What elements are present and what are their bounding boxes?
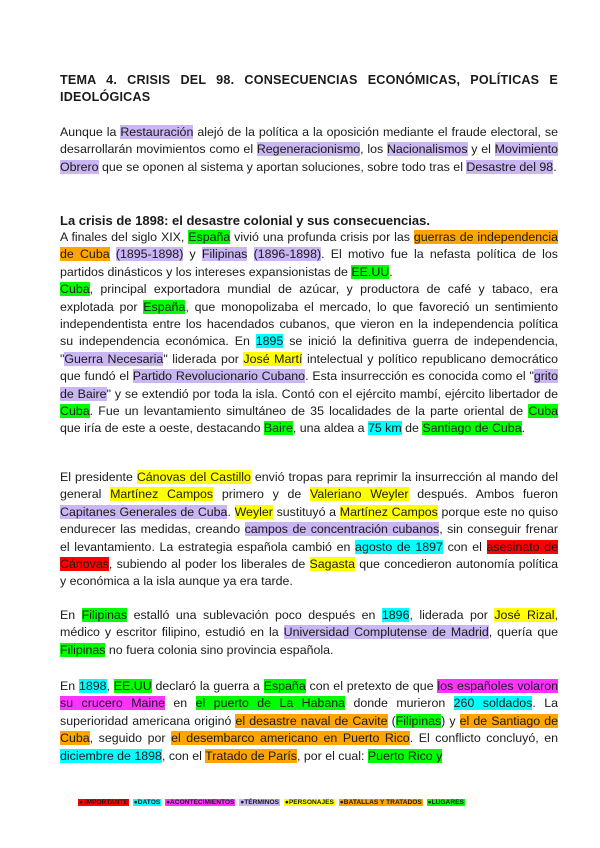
text-run: envió tropas para reprimir la insurrección al mando del general — [60, 470, 559, 502]
text-run: , los — [360, 142, 387, 157]
highlight-purple: Universidad Complutense de Madrid — [283, 625, 489, 640]
highlight-cyan: 1896 — [381, 608, 410, 622]
text-run: . Fue un levantamiento simultáneo de 35 localidades de la parte oriental de — [89, 404, 529, 419]
text-run: , liderada por — [409, 608, 495, 622]
text-run: " liderada por — [163, 351, 244, 366]
highlight-yellow: Valeriano Weyler — [310, 487, 409, 502]
text-run: , subiendo al poder los liberales de — [108, 557, 310, 572]
text-run: en — [165, 696, 196, 711]
text-run: con el pretexto de que — [305, 679, 438, 693]
highlight-green: España — [188, 230, 231, 244]
text-run: ( — [387, 713, 396, 728]
highlight-cyan: 75 km — [367, 421, 402, 436]
text-run: El presidente — [60, 470, 137, 484]
highlight-green: Santiago de Cuba — [422, 421, 522, 436]
text-run: primero y de — [213, 487, 311, 502]
highlight-red: ● IMPORTANTE — [79, 799, 128, 806]
highlight-cyan: 1898 — [78, 679, 107, 693]
highlight-yellow: José Martí — [243, 351, 303, 366]
highlight-green: España — [263, 679, 306, 693]
text-run: donde murieron — [345, 696, 454, 711]
text-run: que se oponen al sistema y aportan soluciones, sobre todo tras el — [98, 159, 467, 174]
text-run: , con el — [161, 748, 206, 763]
text-run: que concedieron autonomía política y económica a la isla aunque ya era tarde. — [60, 557, 559, 589]
text-run — [247, 247, 253, 261]
text-run: , principal exportadora mundial de azúcar, y productora de café y tabaco, era explotada por — [60, 282, 558, 314]
highlight-yellow: Sagasta — [309, 557, 355, 572]
highlight-yellow: ●PERSONAJES — [284, 799, 334, 806]
text-run: estalló una sublevación poco después en — [127, 608, 382, 622]
highlight-orange: el desembarco americano en Puerto Rico — [171, 731, 410, 746]
highlight-yellow: José Rizal — [494, 608, 555, 622]
highlight-purple: Filipinas — [201, 247, 248, 262]
highlight-yellow: Cánovas del Castillo — [136, 470, 251, 484]
text-run: . El conflicto concluyó, en — [409, 731, 558, 746]
highlight-green: Cuba — [60, 282, 90, 297]
highlight-cyan: 260 soldados — [453, 696, 533, 711]
highlight-purple: Capitanes Generales de Cuba — [60, 504, 228, 519]
text-run: , una aldea a — [292, 421, 368, 436]
highlight-green: ●LUGARES — [427, 799, 464, 806]
text-run: sustituyó a — [272, 504, 340, 519]
text-run: alejó de la política a la oposición mediante el fraude electoral, se desarrollarán movimientos como el — [60, 125, 558, 157]
highlight-green: Filipinas — [395, 713, 442, 728]
highlight-magenta: ●ACONTECIMIENTOS — [166, 799, 235, 806]
highlight-magenta: los españoles volaron su crucero Maine — [60, 679, 558, 711]
text-run: , sin conseguir frenar el levantamiento. La estrategia española cambió en — [60, 522, 558, 554]
highlight-orange: el de Santiago de Cuba — [60, 713, 559, 746]
highlight-orange: Tratado de París — [205, 748, 297, 763]
text-run: . La superioridad americana originó — [60, 696, 559, 728]
text-run: . Esta insurrección es conocida como el " — [305, 369, 534, 384]
text-run: , que monopolizaba el mercado, lo que favoreció un sentimiento independentista entre los hacendados cubanos, que vieron en la independencia política su independencia económica. En — [60, 299, 558, 349]
highlight-purple: Regeneracionismo — [256, 142, 361, 157]
text-run: se inició la definitiva guerra de independencia, " — [60, 334, 558, 366]
highlight-yellow: Weyler — [234, 504, 273, 519]
highlight-purple: grito de Baire — [60, 369, 558, 401]
highlight-yellow: Martínez Campos — [110, 487, 214, 502]
highlight-purple: (1896-1898) — [253, 247, 322, 262]
paragraph-canovas — [60, 469, 558, 591]
text-run: " y se extendió por toda la isla. Contó con el ejército mambí, ejército libertador de — [106, 386, 559, 401]
text-run: , por el cual: — [296, 748, 368, 763]
text-run: intelectual y político republicano democrático que fundó el — [60, 351, 559, 384]
highlight-purple: Partido Revolucionario Cubano — [132, 369, 306, 384]
highlight-purple: Desastre del 98 — [466, 159, 554, 174]
text-run: con el — [442, 539, 487, 554]
highlight-purple: Nacionalismos — [386, 142, 468, 157]
highlight-purple: ●TÉRMINOS — [240, 799, 280, 806]
highlight-green: Cuba — [60, 404, 90, 419]
text-run: En — [60, 679, 79, 693]
highlight-cyan: ●DATOS — [133, 799, 161, 806]
text-run: declaró la guerra a — [151, 679, 264, 693]
highlight-purple: Restauración — [120, 125, 194, 139]
text-run: , seguido por — [89, 731, 172, 746]
intro-paragraph — [60, 124, 558, 176]
highlight-purple: Guerra Necesaria — [64, 351, 164, 366]
highlight-orange: ●BATALLAS Y TRATADOS — [339, 799, 422, 806]
paragraph-cuba-crisis — [60, 229, 558, 438]
highlight-purple: (1895-1898) — [115, 247, 184, 262]
document-title: TEMA 4. CRISIS DEL 98. CONSECUENCIAS ECONÓMICAS, POLÍTICAS E IDEOLÓGICAS — [60, 73, 558, 104]
text-run: no fuera colonia sino provincia española. — [105, 642, 334, 657]
text-run: que iría de este a oeste, destacando — [60, 421, 264, 436]
highlight-green: Filipinas — [81, 608, 128, 622]
text-run: , médico y escritor filipino, estudió en la — [60, 608, 559, 640]
text-run: , — [106, 679, 114, 693]
text-run: Aunque la — [60, 125, 121, 139]
text-run: . — [227, 504, 235, 519]
highlight-cyan: diciembre de 1898 — [60, 748, 162, 763]
text-run — [110, 247, 116, 261]
text-run: y — [183, 247, 202, 262]
highlight-yellow: Martínez Campos — [339, 504, 438, 519]
text-run: . — [389, 264, 393, 279]
section-heading: La crisis de 1898: el desastre colonial y sus consecuencias. — [60, 213, 430, 228]
highlight-red: asesinato de Cánovas — [60, 539, 558, 572]
text-run: y el — [467, 142, 495, 157]
highlight-green: EE.UU — [113, 679, 152, 693]
color-legend — [78, 798, 538, 807]
highlight-green: Cuba — [528, 404, 558, 419]
text-run: , quería que — [488, 625, 558, 640]
highlight-green: España — [143, 299, 186, 314]
highlight-orange: guerras de independencia de Cuba — [60, 230, 558, 262]
text-run: A finales del siglo XIX, — [60, 230, 189, 244]
highlight-green: Baire — [263, 421, 293, 436]
highlight-cyan: agosto de 1897 — [355, 539, 443, 554]
text-run: . El motivo fue la nefasta política de los partidos dinásticos y los intereses expansionistas de — [60, 247, 558, 279]
highlight-green: Puerto Rico y — [367, 748, 443, 763]
paragraph-filipinas — [60, 607, 558, 659]
highlight-green: EE.UU — [351, 264, 390, 279]
text-run: . — [553, 159, 557, 174]
text-run: ) y — [441, 713, 460, 728]
text-run: después. Ambos fueron — [408, 487, 558, 502]
text-run: porque este no quiso endurecer las medidas, creando — [60, 504, 558, 537]
text-run: vivió una profunda crisis por las — [230, 230, 414, 244]
text-run: de — [401, 421, 423, 436]
highlight-green: Filipinas — [60, 642, 106, 657]
highlight-cyan: 1895 — [255, 334, 284, 349]
highlight-green: el puerto de La Habana — [195, 696, 346, 711]
highlight-orange: el desastre naval de Cavite — [235, 713, 388, 728]
highlight-purple: Movimiento Obrero — [60, 142, 559, 174]
paragraph-war-1898 — [60, 678, 558, 765]
highlight-purple: campos de concentración cubanos — [244, 522, 440, 537]
text-run: . — [521, 421, 526, 436]
text-run: En — [60, 608, 82, 622]
